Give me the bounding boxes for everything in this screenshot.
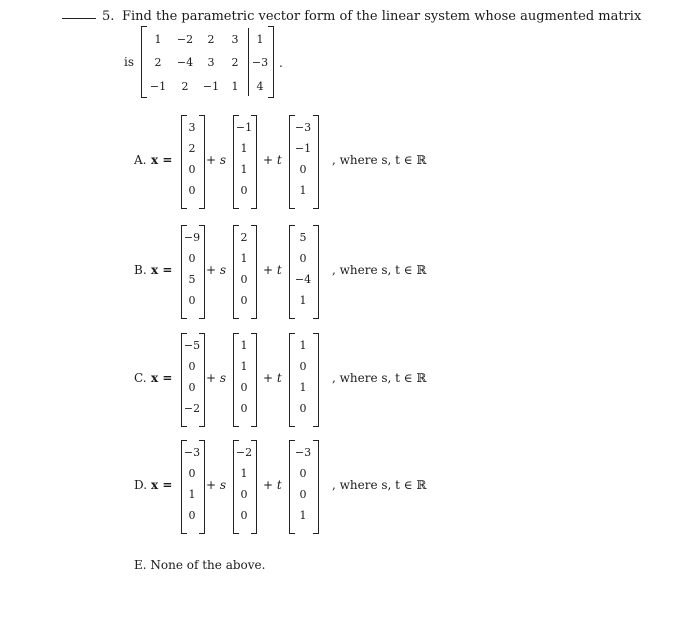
plus-s: + s: [206, 153, 227, 167]
vector-entry: 0: [240, 488, 248, 501]
vector-entry: −3: [294, 446, 312, 459]
vector-entry: 5: [299, 231, 307, 244]
matrix-cell: 2: [207, 33, 215, 46]
matrix-cell: 1: [154, 33, 162, 46]
vector-entry: 0: [240, 509, 248, 522]
answer-blank: [62, 18, 96, 19]
vector-entry: 1: [240, 339, 248, 352]
vector-entry: 0: [188, 360, 196, 373]
vector-entry: 1: [299, 381, 307, 394]
matrix-cell: 2: [181, 80, 189, 93]
vector-entry: 0: [240, 273, 248, 286]
matrix-cell: −3: [251, 56, 269, 69]
vector-entry: 0: [299, 163, 307, 176]
plus-t: + t: [263, 153, 282, 167]
where-clause: , where s, t ∈ ℝ: [332, 371, 427, 385]
where-clause: , where s, t ∈ ℝ: [332, 153, 427, 167]
plus-s: + s: [206, 371, 227, 385]
is-label: is: [124, 55, 134, 69]
vector-entry: 0: [299, 467, 307, 480]
option-e[interactable]: E. None of the above.: [134, 558, 266, 572]
vector-entry: −2: [235, 446, 253, 459]
matrix-cell: −1: [149, 80, 167, 93]
vector-entry: 1: [240, 467, 248, 480]
vector-entry: 2: [240, 231, 248, 244]
vector-entry: 0: [240, 294, 248, 307]
vector-entry: −3: [183, 446, 201, 459]
matrix-cell: 2: [154, 56, 162, 69]
vector-x-equals: x =: [151, 153, 173, 167]
matrix-cell: 2: [231, 56, 239, 69]
where-clause: , where s, t ∈ ℝ: [332, 478, 427, 492]
where-clause: , where s, t ∈ ℝ: [332, 263, 427, 277]
vector-entry: −4: [294, 273, 312, 286]
vector-entry: 0: [299, 252, 307, 265]
vector-entry: −1: [294, 142, 312, 155]
plus-t: + t: [263, 263, 282, 277]
vector-entry: 0: [188, 294, 196, 307]
period: .: [279, 56, 283, 70]
vector-entry: 0: [188, 509, 196, 522]
vector-entry: 3: [188, 121, 196, 134]
vector-x-equals: x =: [151, 371, 173, 385]
vector-entry: 0: [188, 184, 196, 197]
vector-entry: 5: [188, 273, 196, 286]
vector-entry: 1: [188, 488, 196, 501]
vector-x-equals: x =: [151, 263, 173, 277]
vector-entry: 1: [299, 294, 307, 307]
vector-entry: 0: [299, 360, 307, 373]
matrix-cell: 3: [207, 56, 215, 69]
vector-entry: 0: [188, 467, 196, 480]
vector-entry: 0: [299, 488, 307, 501]
vector-entry: 0: [188, 252, 196, 265]
vector-entry: 1: [299, 509, 307, 522]
vector-entry: −1: [235, 121, 253, 134]
matrix-cell: 3: [231, 33, 239, 46]
vector-entry: 0: [188, 163, 196, 176]
vector-entry: 1: [299, 184, 307, 197]
vector-x-equals: x =: [151, 478, 173, 492]
matrix-cell: 1: [231, 80, 239, 93]
vector-entry: 1: [299, 339, 307, 352]
vector-entry: 1: [240, 360, 248, 373]
vector-entry: −9: [183, 231, 201, 244]
matrix-cell: −1: [202, 80, 220, 93]
matrix-cell: −2: [176, 33, 194, 46]
plus-s: + s: [206, 478, 227, 492]
question-text: Find the parametric vector form of the linear system whose augmented matrix: [122, 9, 642, 24]
option-label: A.: [134, 153, 147, 167]
vector-entry: −3: [294, 121, 312, 134]
option-label: C.: [134, 371, 147, 385]
plus-t: + t: [263, 478, 282, 492]
matrix-cell: 1: [256, 33, 264, 46]
matrix-cell: 4: [256, 80, 264, 93]
vector-entry: 1: [240, 163, 248, 176]
vector-entry: 0: [240, 381, 248, 394]
matrix-cell: −4: [176, 56, 194, 69]
plus-t: + t: [263, 371, 282, 385]
question-number: 5.: [102, 9, 115, 24]
vector-entry: 2: [188, 142, 196, 155]
vector-entry: 0: [240, 184, 248, 197]
vector-entry: 1: [240, 252, 248, 265]
vector-entry: 0: [240, 402, 248, 415]
vector-entry: −2: [183, 402, 201, 415]
vector-entry: 0: [188, 381, 196, 394]
vector-entry: 1: [240, 142, 248, 155]
plus-s: + s: [206, 263, 227, 277]
vector-entry: 0: [299, 402, 307, 415]
option-label: D.: [134, 478, 148, 492]
option-label: B.: [134, 263, 147, 277]
vector-entry: −5: [183, 339, 201, 352]
